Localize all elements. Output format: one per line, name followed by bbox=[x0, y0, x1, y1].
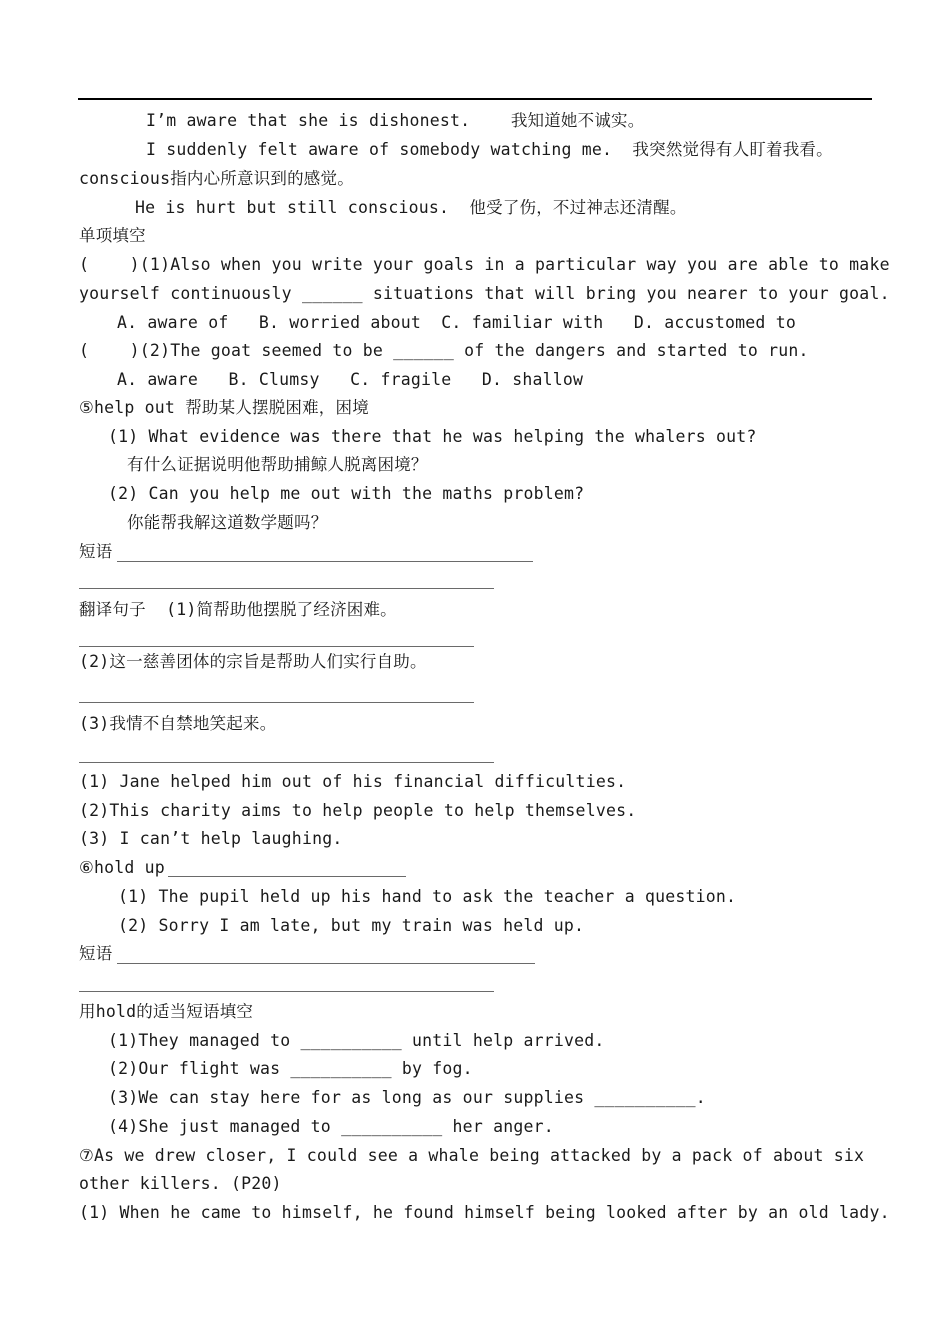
translate-item-2: (2)这一慈善团体的宗旨是帮助人们实行自助。 bbox=[79, 652, 427, 671]
answer-3: (3) I can’t help laughing. bbox=[79, 829, 343, 848]
question-1-options: A. aware of B. worried about C. familiar with D. accustomed to bbox=[117, 313, 796, 332]
hold-fill-3: (3)We can stay here for as long as our supplies __________. bbox=[108, 1088, 706, 1107]
translate-blank-2 bbox=[79, 702, 474, 703]
answer-1: (1) Jane helped him out of his financial difficulties. bbox=[79, 772, 627, 791]
point-7-line-1: ⑦As we drew closer, I could see a whale being attacked by a pack of about six bbox=[79, 1146, 865, 1165]
example-aware-2: I suddenly felt aware of somebody watching me. 我突然觉得有人盯着我看。 bbox=[146, 140, 833, 159]
hold-up-blank bbox=[168, 876, 406, 877]
point-7-line-2: other killers. (P20) bbox=[79, 1174, 282, 1193]
help-out-example-1: (1) What evidence was there that he was helping the whalers out? bbox=[108, 427, 757, 446]
translate-blank-1 bbox=[79, 646, 474, 647]
translate-blank-3 bbox=[79, 762, 494, 763]
phrase-blank-2b bbox=[79, 991, 494, 992]
hold-fill-heading: 用hold的适当短语填空 bbox=[79, 1002, 254, 1021]
hold-fill-1: (1)They managed to __________ until help arrived. bbox=[108, 1031, 605, 1050]
point-7-example-1: (1) When he came to himself, he found himself being looked after by an old lady. bbox=[79, 1203, 890, 1222]
question-1-line-2: yourself continuously ______ situations that will bring you nearer to your goal. bbox=[79, 284, 890, 303]
section-heading-multiple-choice: 单项填空 bbox=[79, 226, 146, 245]
phrase-blank-1 bbox=[117, 561, 533, 562]
hold-up-example-1: (1) The pupil held up his hand to ask the teacher a question. bbox=[118, 887, 737, 906]
phrase-help-out-heading: ⑤help out 帮助某人摆脱困难，困境 bbox=[79, 398, 369, 417]
phrase-label-2: 短语 bbox=[79, 944, 113, 963]
help-out-example-1-translation: 有什么证据说明他帮助捕鲸人脱离困境？ bbox=[127, 455, 428, 474]
phrase-hold-up-heading: ⑥hold up bbox=[79, 858, 165, 877]
question-1-line-1: ( )(1)Also when you write your goals in a particular way you are able to make bbox=[79, 255, 890, 274]
hold-fill-2: (2)Our flight was __________ by fog. bbox=[108, 1059, 473, 1078]
translate-heading: 翻译句子 (1)简帮助他摆脱了经济困难。 bbox=[79, 600, 397, 619]
phrase-blank-2 bbox=[117, 963, 535, 964]
phrase-blank-1b bbox=[79, 588, 494, 589]
example-aware-1: I’m aware that she is dishonest. 我知道她不诚实。 bbox=[146, 111, 645, 130]
hold-up-example-2: (2) Sorry I am late, but my train was held up. bbox=[118, 916, 585, 935]
question-2: ( )(2)The goat seemed to be ______ of the dangers and started to run. bbox=[79, 341, 809, 360]
answer-2: (2)This charity aims to help people to help themselves. bbox=[79, 801, 637, 820]
conscious-note: conscious指内心所意识到的感觉。 bbox=[79, 169, 354, 188]
help-out-example-2-translation: 你能帮我解这道数学题吗？ bbox=[127, 513, 328, 532]
hold-fill-4: (4)She just managed to __________ her anger. bbox=[108, 1117, 554, 1136]
phrase-label-1: 短语 bbox=[79, 542, 113, 561]
header-rule bbox=[78, 98, 872, 100]
example-conscious: He is hurt but still conscious. 他受了伤，不过神志还清醒。 bbox=[135, 198, 687, 217]
help-out-example-2: (2) Can you help me out with the maths problem? bbox=[108, 484, 585, 503]
translate-item-3: (3)我情不自禁地笑起来。 bbox=[79, 714, 277, 733]
question-2-options: A. aware B. Clumsy C. fragile D. shallow bbox=[117, 370, 584, 389]
